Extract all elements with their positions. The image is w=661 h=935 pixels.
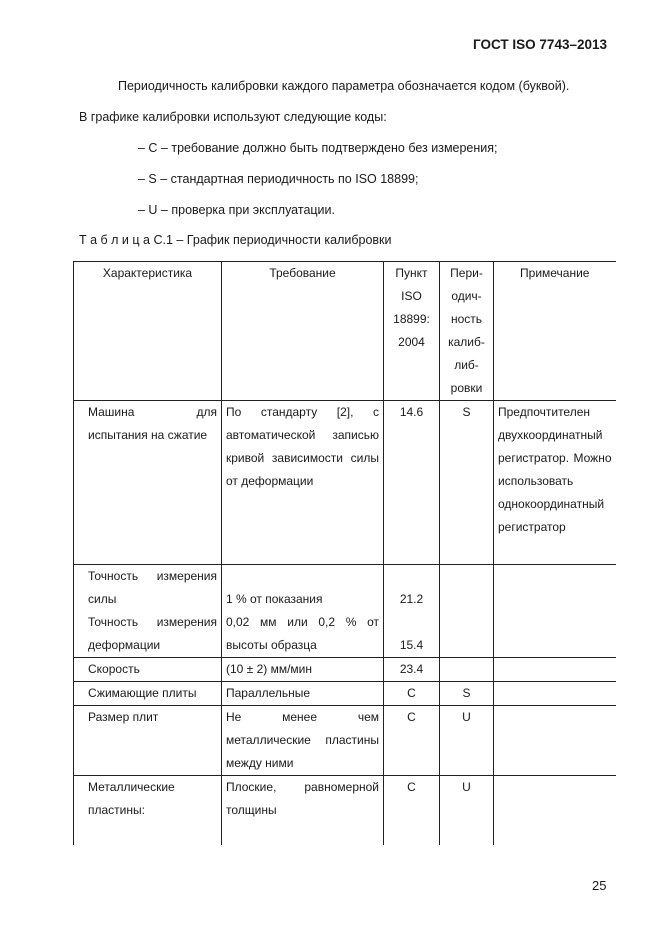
cell-note xyxy=(494,706,616,776)
cell-note xyxy=(494,776,616,846)
cell-requirement-deformation: 0,02 мм или 0,2 % от высоты образца xyxy=(226,615,379,652)
cell-clause: C xyxy=(384,706,440,776)
calibration-schedule-table xyxy=(73,261,616,845)
code-item-c: – C – требование должно быть подтверждено без измерения; xyxy=(138,141,498,155)
table-row xyxy=(74,401,616,565)
table-row xyxy=(74,565,616,658)
cell-characteristic xyxy=(74,565,222,658)
cell-clause: 14.6 xyxy=(384,401,440,565)
cell-periodicity: S xyxy=(440,682,494,706)
cell-characteristic-deformation: Точность измерения деформации xyxy=(88,615,217,652)
cell-characteristic: Металлические пластины: xyxy=(74,776,222,846)
cell-requirement: По стандарту [2], с автоматической записью кривой зависимости силы от деформации xyxy=(222,401,384,565)
cell-note xyxy=(494,565,616,658)
cell-requirement xyxy=(222,565,384,658)
page-number: 25 xyxy=(592,878,607,893)
intro-paragraph-2: В графике калибровки используют следующие коды: xyxy=(79,110,387,124)
cell-note: Предпочтителен двухкоординатный регистратор. Можно использовать однокоординатный регистратор xyxy=(494,401,616,565)
table-header-row xyxy=(74,262,616,401)
cell-requirement: Параллельные xyxy=(222,682,384,706)
cell-characteristic: Размер плит xyxy=(74,706,222,776)
cell-clause xyxy=(384,565,440,658)
code-item-s: – S – стандартная периодичность по ISO 18899; xyxy=(138,172,419,186)
cell-clause-deformation: 15.4 xyxy=(399,638,424,652)
cell-periodicity xyxy=(440,565,494,658)
cell-requirement: (10 ± 2) мм/мин xyxy=(222,658,384,682)
cell-clause: 23.4 xyxy=(384,658,440,682)
cell-periodicity: S xyxy=(440,401,494,565)
cell-characteristic: Машина для испытания на сжатие xyxy=(74,401,222,565)
cell-note xyxy=(494,682,616,706)
table-row xyxy=(74,682,616,706)
cell-requirement: Не менее чем металлические пластины между ними xyxy=(222,706,384,776)
cell-requirement: Плоские, равномерной толщины xyxy=(222,776,384,846)
cell-clause-force: 21.2 xyxy=(399,592,424,606)
header-requirement: Требование xyxy=(222,262,384,401)
cell-periodicity: U xyxy=(440,706,494,776)
cell-characteristic: Сжимающие плиты xyxy=(74,682,222,706)
document-id-header: ГОСТ ISO 7743–2013 xyxy=(473,37,607,52)
cell-note xyxy=(494,658,616,682)
header-note: Примечание xyxy=(494,262,616,401)
table-row xyxy=(74,776,616,846)
table-row xyxy=(74,706,616,776)
cell-periodicity: U xyxy=(440,776,494,846)
cell-characteristic-force: Точность измерения силы xyxy=(88,569,217,606)
header-clause: Пункт ISO 18899: 2004 xyxy=(384,262,440,401)
cell-clause: C xyxy=(384,682,440,706)
cell-clause: C xyxy=(384,776,440,846)
table-caption: Т а б л и ц а С.1 – График периодичности калибровки xyxy=(79,233,392,247)
cell-characteristic: Скорость xyxy=(74,658,222,682)
header-characteristic: Характеристика xyxy=(74,262,222,401)
header-periodicity: Пери- одич- ность калиб- либ- ровки xyxy=(440,262,494,401)
intro-paragraph-1: Периодичность калибровки каждого параметра обозначается кодом (буквой). xyxy=(118,79,570,93)
cell-periodicity xyxy=(440,658,494,682)
table-row xyxy=(74,658,616,682)
cell-requirement-force: 1 % от показания xyxy=(226,592,323,606)
code-item-u: – U – проверка при эксплуатации. xyxy=(138,203,335,217)
